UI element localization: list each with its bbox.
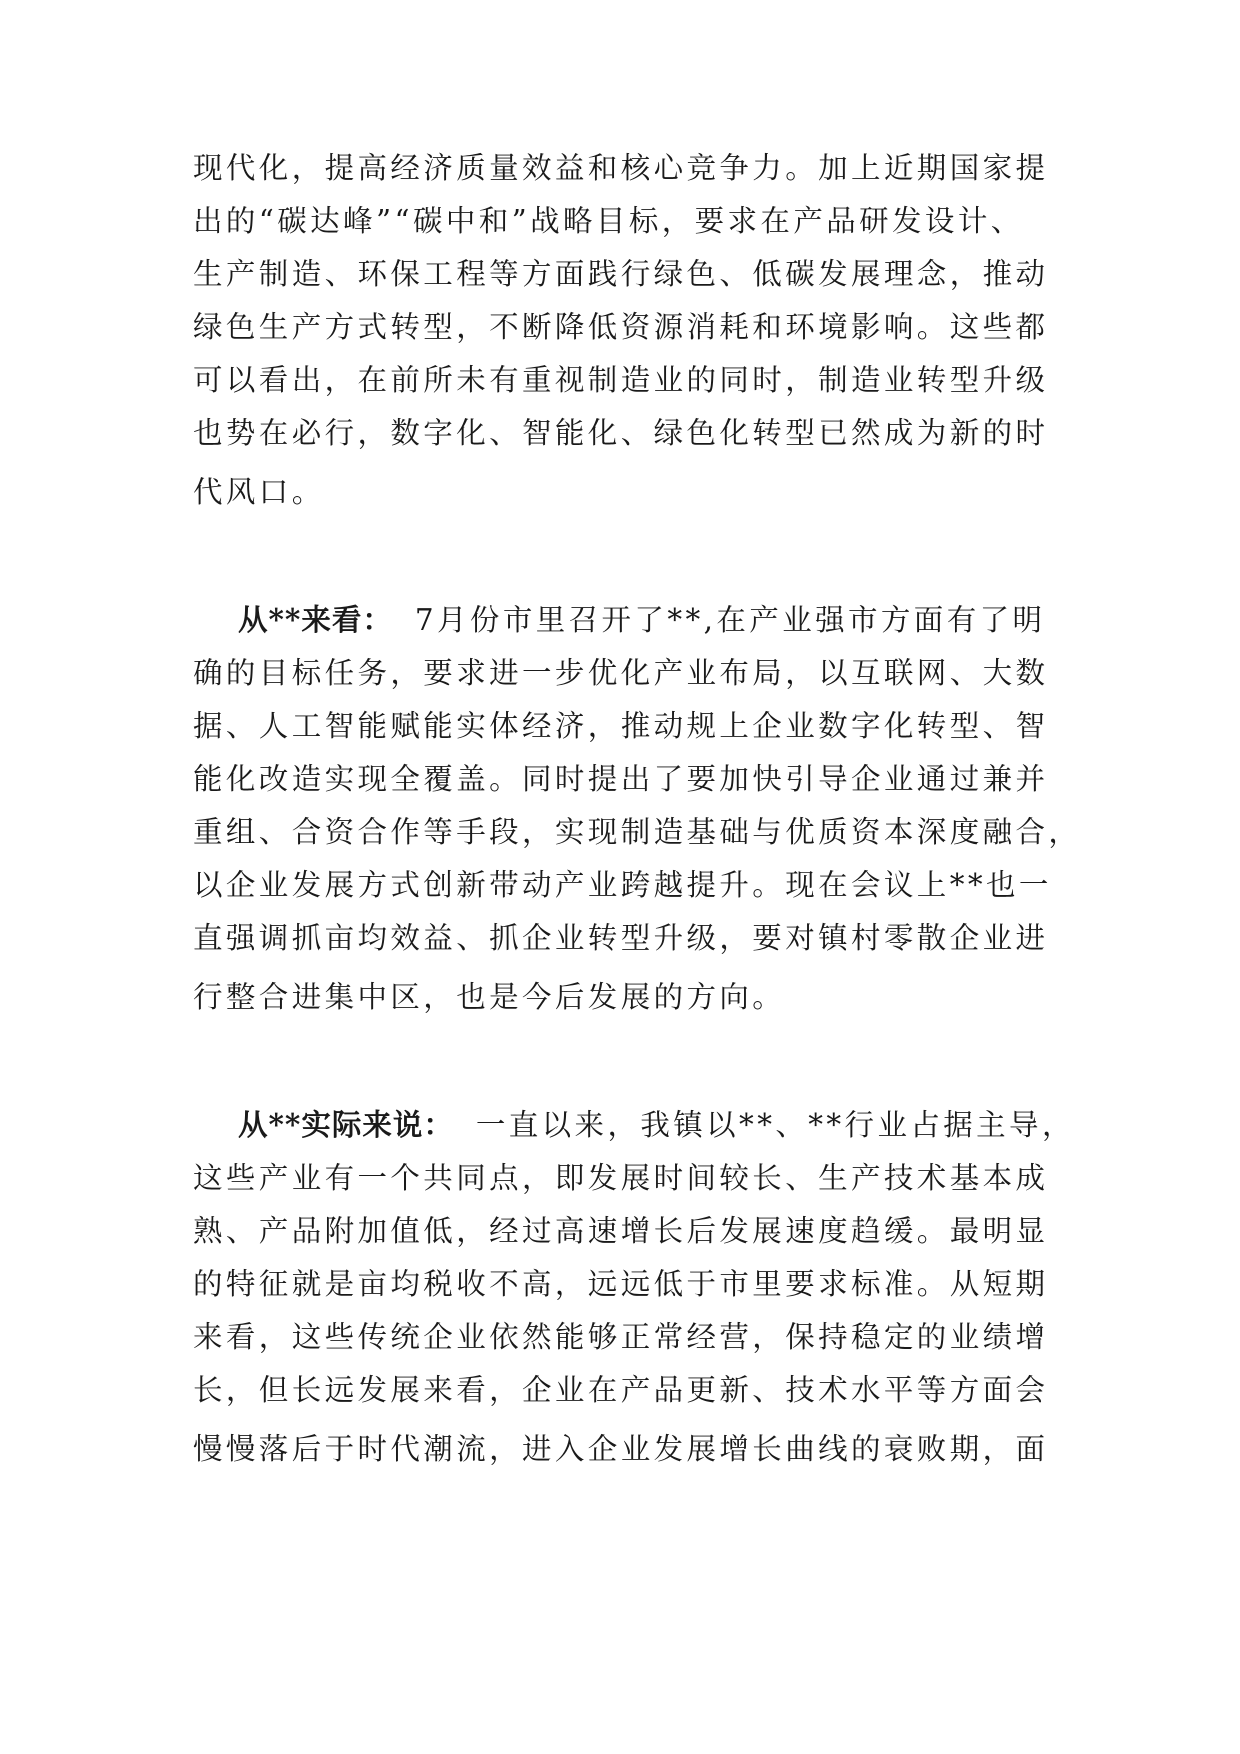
- paragraph-heading: 从**实际来说：: [238, 1107, 454, 1142]
- paragraph-line: 确的目标任务，要求进一步优化产业布局，以互联网、大数: [193, 656, 1049, 690]
- paragraph-line: 生产制造、环保工程等方面践行绿色、低碳发展理念，推动: [193, 257, 1049, 291]
- paragraph-line: 重组、合资合作等手段，实现制造基础与优质资本深度融合，: [193, 815, 1082, 849]
- paragraph-line: 的特征就是亩均税收不高，远远低于市里要求标准。从短期: [193, 1267, 1049, 1301]
- paragraph-line: 直强调抓亩均效益、抓企业转型升级，要对镇村零散企业进: [193, 921, 1049, 955]
- paragraph-first-line: [238, 1105, 1118, 1145]
- paragraph-heading: 从**来看：: [238, 602, 393, 637]
- paragraph-line: 据、人工智能赋能实体经济，推动规上企业数字化转型、智: [193, 709, 1049, 743]
- paragraph-line: 能化改造实现全覆盖。同时提出了要加快引导企业通过兼并: [193, 762, 1049, 796]
- paragraph-line: 代风口。: [193, 475, 325, 509]
- paragraph-first-line-text: 7月份市里召开了**,在产业强市方面有了明: [414, 603, 1046, 637]
- paragraph-line: 出的“碳达峰”“碳中和”战略目标，要求在产品研发设计、: [193, 204, 1024, 238]
- paragraph-line: 现代化，提高经济质量效益和核心竞争力。加上近期国家提: [193, 151, 1049, 185]
- paragraph-line: 也势在必行，数字化、智能化、绿色化转型已然成为新的时: [193, 416, 1049, 450]
- paragraph-line: 来看，这些传统企业依然能够正常经营，保持稳定的业绩增: [193, 1320, 1049, 1354]
- paragraph-line: 绿色生产方式转型，不断降低资源消耗和环境影响。这些都: [193, 310, 1049, 344]
- paragraph-line: 慢慢落后于时代潮流，进入企业发展增长曲线的衰败期，面: [193, 1432, 1049, 1466]
- paragraph-line: 长，但长远发展来看，企业在产品更新、技术水平等方面会: [193, 1373, 1049, 1407]
- paragraph-line: 行整合进集中区，也是今后发展的方向。: [193, 980, 786, 1014]
- paragraph-line: 可以看出，在前所未有重视制造业的同时，制造业转型升级: [193, 363, 1049, 397]
- paragraph-line: 熟、产品附加值低，经过高速增长后发展速度趋缓。最明显: [193, 1214, 1049, 1248]
- paragraph-first-line: [238, 600, 1118, 640]
- paragraph-first-line-text: 一直以来，我镇以**、**行业占据主导，: [475, 1108, 1075, 1142]
- paragraph-line: 这些产业有一个共同点，即发展时间较长、生产技术基本成: [193, 1161, 1049, 1195]
- paragraph-line: 以企业发展方式创新带动产业跨越提升。现在会议上**也一: [193, 868, 1052, 902]
